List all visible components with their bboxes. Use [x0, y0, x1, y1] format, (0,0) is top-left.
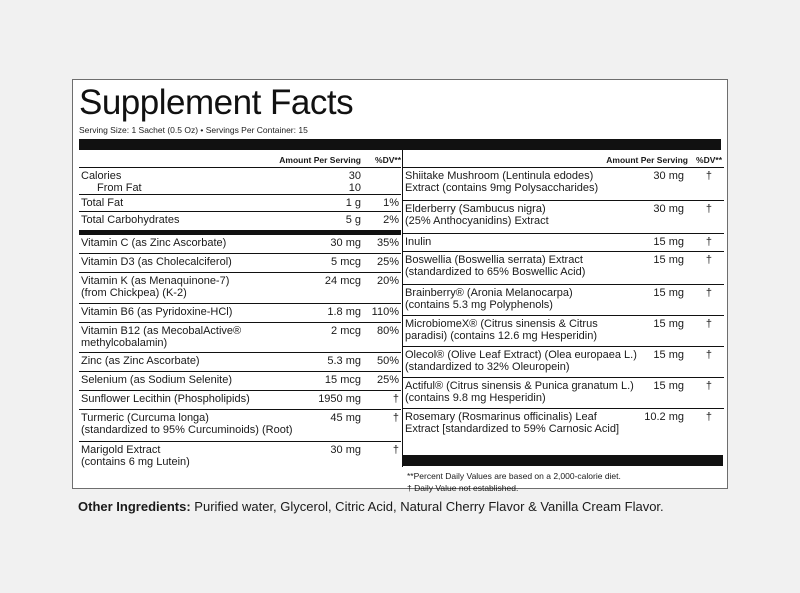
nutrient-dv: †	[392, 393, 399, 405]
left-column	[79, 150, 401, 474]
dv-label: %DV**	[375, 155, 401, 165]
nutrient-dv: 80%	[376, 325, 399, 337]
list-item	[79, 273, 401, 304]
ingredient-name: Olecol® (Olive Leaf Extract) (Olea europaea L.)	[405, 349, 637, 361]
ingredient-name: Boswellia (Boswellia serrata) Extract	[405, 254, 583, 266]
nutrient-name: Turmeric (Curcuma longa)	[81, 412, 209, 424]
ingredient-name: Brainberry® (Aronia Melanocarpa)	[405, 287, 573, 299]
ingredient-amount: 30 mg	[653, 203, 684, 215]
ingredient-dv: †	[705, 380, 712, 392]
nutrient-dv: 50%	[376, 355, 399, 367]
footnote-dv: **Percent Daily Values are based on a 2,000-calorie diet.	[407, 471, 621, 481]
ingredient-amount: 15 mg	[653, 318, 684, 330]
list-item	[403, 168, 724, 201]
nutrient-amount: 5 g	[345, 214, 361, 226]
nutrient-name: Total Carbohydrates	[81, 214, 180, 226]
nutrient-amount: 30 mg	[330, 444, 361, 456]
ingredient-dv: †	[705, 349, 712, 361]
ingredient-detail: (25% Anthocyanidins) Extract	[405, 215, 549, 227]
list-item	[79, 442, 401, 474]
list-item	[79, 323, 401, 353]
nutrient-amount: 1950 mg	[318, 393, 361, 405]
ingredient-dv: †	[705, 236, 712, 248]
ingredient-dv: †	[705, 287, 712, 299]
nutrient-name: Vitamin K (as Menaquinone-7)	[81, 275, 230, 287]
ingredient-amount: 15 mg	[653, 349, 684, 361]
from-fat-amount: 10	[348, 182, 361, 194]
nutrient-name: Zinc (as Zinc Ascorbate)	[81, 355, 200, 367]
nutrient-dv: 25%	[376, 256, 399, 268]
nutrient-amount: 24 mcg	[324, 275, 361, 287]
nutrient-name: Vitamin D3 (as Cholecalciferol)	[81, 256, 232, 268]
calories-amount: 30	[348, 170, 361, 182]
list-item	[79, 353, 401, 372]
ingredient-amount: 15 mg	[653, 287, 684, 299]
total-fat-row	[79, 194, 401, 212]
footnote-dagger: † Daily Value not established.	[407, 483, 519, 493]
ingredient-dv: †	[705, 170, 712, 182]
ingredient-detail: (contains 9.8 mg Hesperidin)	[405, 392, 546, 404]
nutrient-amount: 15 mcg	[324, 374, 361, 386]
nutrient-name: Vitamin C (as Zinc Ascorbate)	[81, 237, 227, 249]
list-item	[79, 391, 401, 410]
nutrient-name: Marigold Extract	[81, 444, 161, 456]
list-item	[403, 285, 724, 316]
total-carbs-row	[79, 212, 401, 235]
header-bar	[79, 139, 721, 150]
calories-label: Calories	[81, 170, 122, 182]
list-item	[403, 347, 724, 378]
nutrient-amount: 30 mg	[330, 237, 361, 249]
nutrient-name: Vitamin B6 (as Pyridoxine-HCl)	[81, 306, 233, 318]
nutrient-dv: †	[392, 444, 399, 456]
dv-label: %DV**	[696, 155, 722, 165]
list-item	[79, 254, 401, 273]
page-title: Supplement Facts	[79, 83, 354, 122]
list-item	[403, 252, 724, 285]
nutrient-name: Sunflower Lecithin (Phospholipids)	[81, 393, 250, 405]
nutrient-name: Vitamin B12 (as MecobalActive®	[81, 325, 242, 337]
nutrient-detail: methylcobalamin)	[81, 337, 168, 349]
nutrient-amount: 45 mg	[330, 412, 361, 424]
nutrient-dv: 2%	[383, 214, 399, 226]
ingredient-detail: (standardized to 32% Oleuropein)	[405, 361, 570, 373]
ingredient-dv: †	[705, 254, 712, 266]
ingredient-amount: 15 mg	[653, 236, 684, 248]
ingredient-dv: †	[705, 411, 712, 423]
ingredient-name: Inulin	[405, 236, 432, 248]
left-column-header	[79, 150, 401, 168]
ingredient-dv: †	[705, 203, 712, 215]
ingredient-name: Shiitake Mushroom (Lentinula edodes)	[405, 170, 594, 182]
ingredient-detail: (standardized to 65% Boswellic Acid)	[405, 266, 586, 278]
list-item	[79, 372, 401, 391]
ingredient-detail: (contains 5.3 mg Polyphenols)	[405, 299, 553, 311]
ingredient-amount: 15 mg	[653, 254, 684, 266]
from-fat-label: From Fat	[97, 182, 142, 194]
nutrient-dv: †	[392, 412, 399, 424]
ingredient-name: Elderberry (Sambucus nigra)	[405, 203, 546, 215]
nutrient-dv: 110%	[371, 306, 399, 318]
ingredient-amount: 15 mg	[653, 380, 684, 392]
nutrient-dv: 25%	[376, 374, 399, 386]
nutrient-dv: 1%	[383, 197, 399, 209]
nutrient-amount: 1 g	[345, 197, 361, 209]
ingredient-detail: Extract (contains 9mg Polysaccharides)	[405, 182, 599, 194]
nutrient-name: Total Fat	[81, 197, 124, 209]
footer-bar	[403, 455, 723, 466]
ingredient-dv: †	[705, 318, 712, 330]
ingredient-detail: Extract [standardized to 59% Carnosic Acid]	[405, 423, 619, 435]
supplement-facts-panel	[72, 79, 728, 493]
list-item	[79, 304, 401, 323]
nutrient-dv: 35%	[376, 237, 399, 249]
amount-per-serving-label: Amount Per Serving	[279, 155, 361, 165]
nutrient-amount: 5 mcg	[331, 256, 361, 268]
other-ingredients-label: Other Ingredients:	[78, 499, 191, 514]
right-column	[402, 150, 724, 467]
other-ingredients	[78, 499, 664, 514]
nutrient-detail: (from Chickpea) (K-2)	[81, 287, 187, 299]
list-item	[403, 316, 724, 347]
nutrient-amount: 1.8 mg	[327, 306, 361, 318]
nutrient-amount: 5.3 mg	[327, 355, 361, 367]
ingredient-name: Rosemary (Rosmarinus officinalis) Leaf	[405, 411, 597, 423]
list-item	[403, 378, 724, 409]
footnotes	[407, 470, 621, 494]
ingredient-amount: 30 mg	[653, 170, 684, 182]
serving-info: Serving Size: 1 Sachet (0.5 Oz) • Servings Per Container: 15	[79, 125, 308, 135]
ingredient-detail: paradisi) (contains 12.6 mg Hesperidin)	[405, 330, 597, 342]
right-column-header	[403, 150, 724, 168]
calories-row	[79, 168, 401, 194]
ingredient-name: MicrobiomeX® (Citrus sinensis & Citrus	[405, 318, 598, 330]
list-item	[79, 410, 401, 442]
amount-per-serving-label: Amount Per Serving	[606, 155, 688, 165]
ingredient-name: Actiful® (Citrus sinensis & Punica granatum L.)	[405, 380, 634, 392]
nutrient-detail: (standardized to 95% Curcuminoids) (Root)	[81, 424, 293, 436]
list-item	[403, 409, 724, 441]
nutrient-name: Selenium (as Sodium Selenite)	[81, 374, 233, 386]
other-ingredients-text: Purified water, Glycerol, Citric Acid, Natural Cherry Flavor & Vanilla Cream Flavor.	[190, 499, 664, 514]
list-item	[79, 235, 401, 254]
nutrient-dv: 20%	[376, 275, 399, 287]
ingredient-amount: 10.2 mg	[644, 411, 684, 423]
nutrient-detail: (contains 6 mg Lutein)	[81, 456, 190, 468]
nutrient-amount: 2 mcg	[331, 325, 361, 337]
list-item	[403, 234, 724, 252]
list-item	[403, 201, 724, 234]
